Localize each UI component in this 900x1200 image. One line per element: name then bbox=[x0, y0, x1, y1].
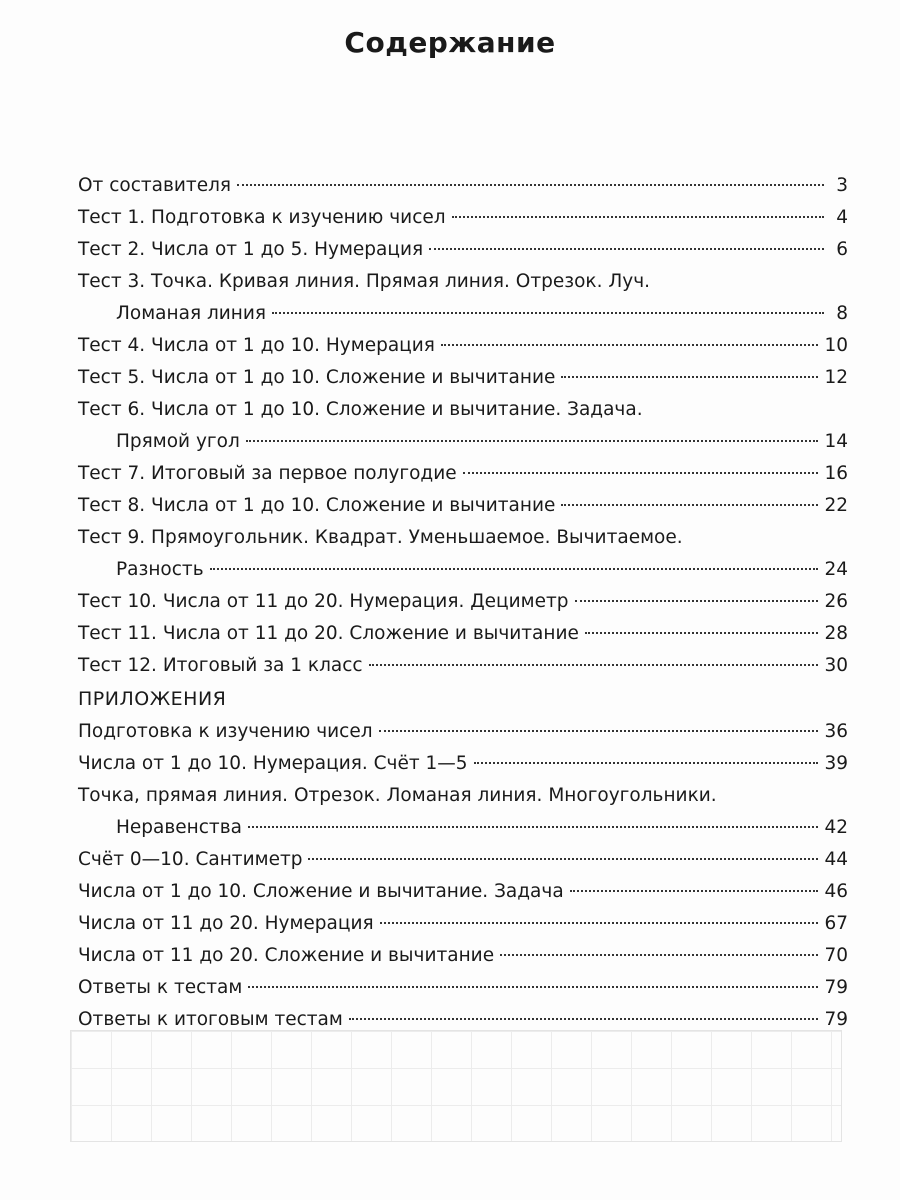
toc-page-number: 22 bbox=[824, 495, 848, 516]
toc-page-number: 10 bbox=[824, 335, 848, 356]
appendix-heading: ПРИЛОЖЕНИЯ bbox=[78, 688, 227, 710]
toc-entry-line bbox=[78, 298, 848, 330]
toc-entry-line bbox=[78, 266, 848, 298]
toc-entry-text: Тест 1. Подготовка к изучению чисел bbox=[78, 207, 446, 228]
toc-entry-line bbox=[78, 780, 848, 812]
toc-entry-line bbox=[78, 554, 848, 586]
toc-entry-text: Прямой угол bbox=[116, 431, 240, 452]
dot-leader bbox=[246, 439, 819, 442]
dot-leader bbox=[369, 663, 819, 666]
toc-entry-text: Тест 8. Числа от 1 до 10. Сложение и вычитание bbox=[78, 495, 556, 516]
toc-entry-text: От составителя bbox=[78, 175, 232, 196]
toc-entry-text: Ответы к тестам bbox=[78, 977, 243, 998]
toc-entry-text: Числа от 11 до 20. Сложение и вычитание bbox=[78, 945, 495, 966]
dot-leader bbox=[570, 889, 819, 892]
toc-entry-line bbox=[78, 650, 848, 682]
toc-entry-line bbox=[78, 394, 848, 426]
dot-leader bbox=[237, 183, 824, 186]
toc-page-number: 42 bbox=[824, 817, 848, 838]
table-of-contents bbox=[78, 170, 848, 1036]
toc-entry-text: Тест 6. Числа от 1 до 10. Сложение и вычитание. Задача. bbox=[78, 399, 643, 420]
toc-page-number: 4 bbox=[836, 207, 848, 228]
page-title: Содержание bbox=[344, 26, 556, 59]
dot-leader bbox=[463, 471, 819, 474]
toc-entry-line bbox=[78, 586, 848, 618]
toc-entry-line bbox=[78, 362, 848, 394]
dot-leader bbox=[210, 567, 819, 570]
toc-entry-line bbox=[78, 716, 848, 748]
toc-entry-text: Ломаная линия bbox=[116, 303, 267, 324]
toc-entry-text: Числа от 11 до 20. Нумерация bbox=[78, 913, 374, 934]
toc-page-number: 46 bbox=[824, 881, 848, 902]
toc-page-number: 30 bbox=[824, 655, 848, 676]
toc-entry-line bbox=[78, 844, 848, 876]
dot-leader bbox=[272, 311, 824, 314]
dot-leader bbox=[585, 631, 819, 634]
toc-page-number: 12 bbox=[824, 367, 848, 388]
toc-entry-line bbox=[78, 202, 848, 234]
toc-page-number: 16 bbox=[824, 463, 848, 484]
toc-entry-line bbox=[78, 812, 848, 844]
dot-leader bbox=[380, 921, 819, 924]
toc-page-number: 70 bbox=[824, 945, 848, 966]
toc-entry-text: Неравенства bbox=[116, 817, 242, 838]
toc-entry-line bbox=[78, 940, 848, 972]
toc-entry-line bbox=[78, 908, 848, 940]
toc-entry-line bbox=[78, 876, 848, 908]
toc-entry-text: Тест 5. Числа от 1 до 10. Сложение и вычитание bbox=[78, 367, 556, 388]
toc-page-number: 28 bbox=[824, 623, 848, 644]
toc-entry-text: Тест 10. Числа от 11 до 20. Нумерация. Дециметр bbox=[78, 591, 569, 612]
toc-page-number: 26 bbox=[824, 591, 848, 612]
dot-leader bbox=[379, 729, 819, 732]
dot-leader bbox=[429, 247, 824, 250]
toc-entry-text: Ответы к итоговым тестам bbox=[78, 1009, 343, 1030]
toc-page-number: 44 bbox=[824, 849, 848, 870]
toc-entry-text: Тест 7. Итоговый за первое полугодие bbox=[78, 463, 457, 484]
toc-page-number: 39 bbox=[824, 753, 848, 774]
toc-entry-line bbox=[78, 1004, 848, 1036]
dot-leader bbox=[248, 825, 819, 828]
dot-leader bbox=[561, 503, 818, 506]
toc-page-number: 36 bbox=[824, 721, 848, 742]
toc-entry-text: Тест 2. Числа от 1 до 5. Нумерация bbox=[78, 239, 424, 260]
dot-leader bbox=[474, 761, 819, 764]
toc-entry-text: Подготовка к изучению чисел bbox=[78, 721, 373, 742]
dot-leader bbox=[575, 599, 819, 602]
bleed-through-grid bbox=[70, 1030, 842, 1142]
toc-entry-text: Тест 3. Точка. Кривая линия. Прямая линия. Отрезок. Луч. bbox=[78, 271, 651, 292]
toc-entry-text: Тест 9. Прямоугольник. Квадрат. Уменьшаемое. Вычитаемое. bbox=[78, 527, 683, 548]
toc-page-number: 3 bbox=[836, 175, 848, 196]
toc-page-number: 6 bbox=[836, 239, 848, 260]
toc-entry-text: Тест 11. Числа от 11 до 20. Сложение и вычитание bbox=[78, 623, 579, 644]
dot-leader bbox=[500, 953, 818, 956]
dot-leader bbox=[349, 1017, 819, 1020]
toc-entry-line bbox=[78, 426, 848, 458]
toc-page-number: 8 bbox=[836, 303, 848, 324]
dot-leader bbox=[248, 985, 818, 988]
toc-page-number: 67 bbox=[824, 913, 848, 934]
toc-entry-line bbox=[78, 522, 848, 554]
toc-entry-line bbox=[78, 170, 848, 202]
toc-page-number: 79 bbox=[824, 977, 848, 998]
dot-leader bbox=[561, 375, 818, 378]
dot-leader bbox=[441, 343, 819, 346]
toc-entry-text: Числа от 1 до 10. Сложение и вычитание. Задача bbox=[78, 881, 564, 902]
toc-entry-line bbox=[78, 618, 848, 650]
toc-entry-text: Счёт 0—10. Сантиметр bbox=[78, 849, 303, 870]
toc-entry-text: Числа от 1 до 10. Нумерация. Счёт 1—5 bbox=[78, 753, 468, 774]
toc-entry-text: Тест 12. Итоговый за 1 класс bbox=[78, 655, 363, 676]
toc-entry-line bbox=[78, 490, 848, 522]
toc-entry-line bbox=[78, 972, 848, 1004]
toc-entry-line bbox=[78, 458, 848, 490]
toc-entry-line bbox=[78, 748, 848, 780]
dot-leader bbox=[452, 215, 824, 218]
toc-entry-line bbox=[78, 330, 848, 362]
toc-page-number: 79 bbox=[824, 1009, 848, 1030]
toc-entry-line bbox=[78, 234, 848, 266]
toc-page-number: 24 bbox=[824, 559, 848, 580]
toc-page-number: 14 bbox=[824, 431, 848, 452]
toc-entry-text: Разность bbox=[116, 559, 204, 580]
dot-leader bbox=[308, 857, 818, 860]
toc-entry-text: Точка, прямая линия. Отрезок. Ломаная линия. Многоугольники. bbox=[78, 785, 717, 806]
toc-entry-text: Тест 4. Числа от 1 до 10. Нумерация bbox=[78, 335, 435, 356]
